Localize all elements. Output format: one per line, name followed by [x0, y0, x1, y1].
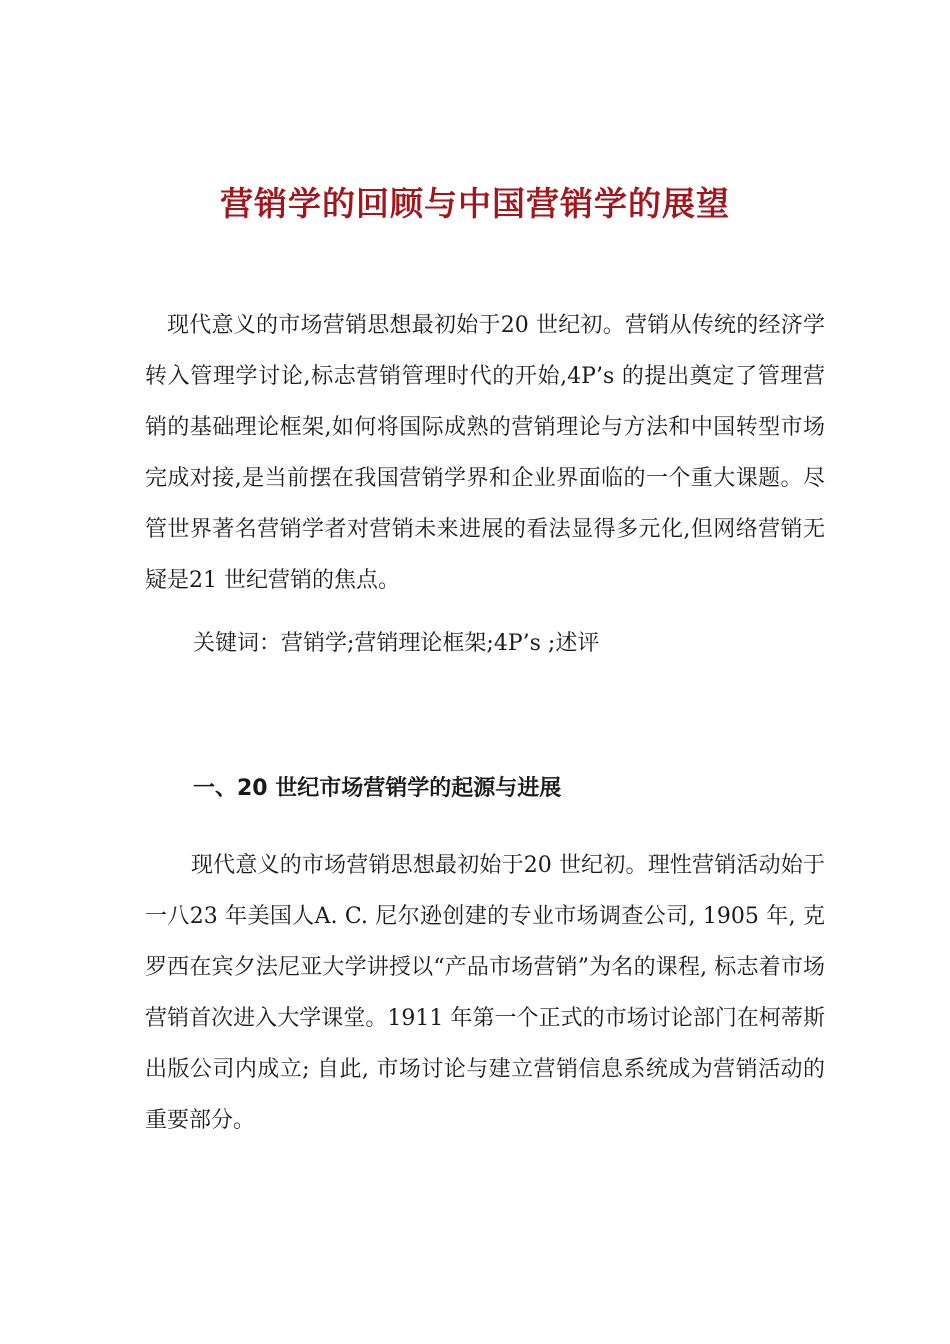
abstract-paragraph: 现代意义的市场营销思想最初始于20 世纪初。营销从传统的经济学转入管理学讨论,标志营销管理时代的开始,4P’s 的提出奠定了管理营销的基础理论框架,如何将国际成熟的营销理论与方法和中国转型市场完成对接,是当前摆在我国营销学界和企业界面临的一个重大课题。尽管世界著名营销学者对营销未来进展的看法显得多元化,但网络营销无疑是21 世纪营销的焦点。 — [145, 313, 825, 593]
document-title: 营销学的回顾与中国营销学的展望 — [220, 184, 730, 223]
keywords-line: 关键词：营销学;营销理论框架;4P’s ;述评 — [193, 631, 600, 656]
section-heading: 一、20 世纪市场营销学的起源与进展 — [193, 776, 562, 801]
section-body-paragraph: 现代意义的市场营销思想最初始于20 世纪初。理性营销活动始于一八23 年美国人A. C. 尼尔逊创建的专业市场调查公司, 1905 年, 克罗西在宾夕法尼亚大学讲授以“产品市场营销”为名的课程, 标志着市场营销首次进入大学课堂。1911 年第一个正式的市场讨论部门在柯蒂斯出版公司内成立; 自此, 市场讨论与建立营销信息系统成为营销活动的重要部分。 — [145, 853, 825, 1133]
